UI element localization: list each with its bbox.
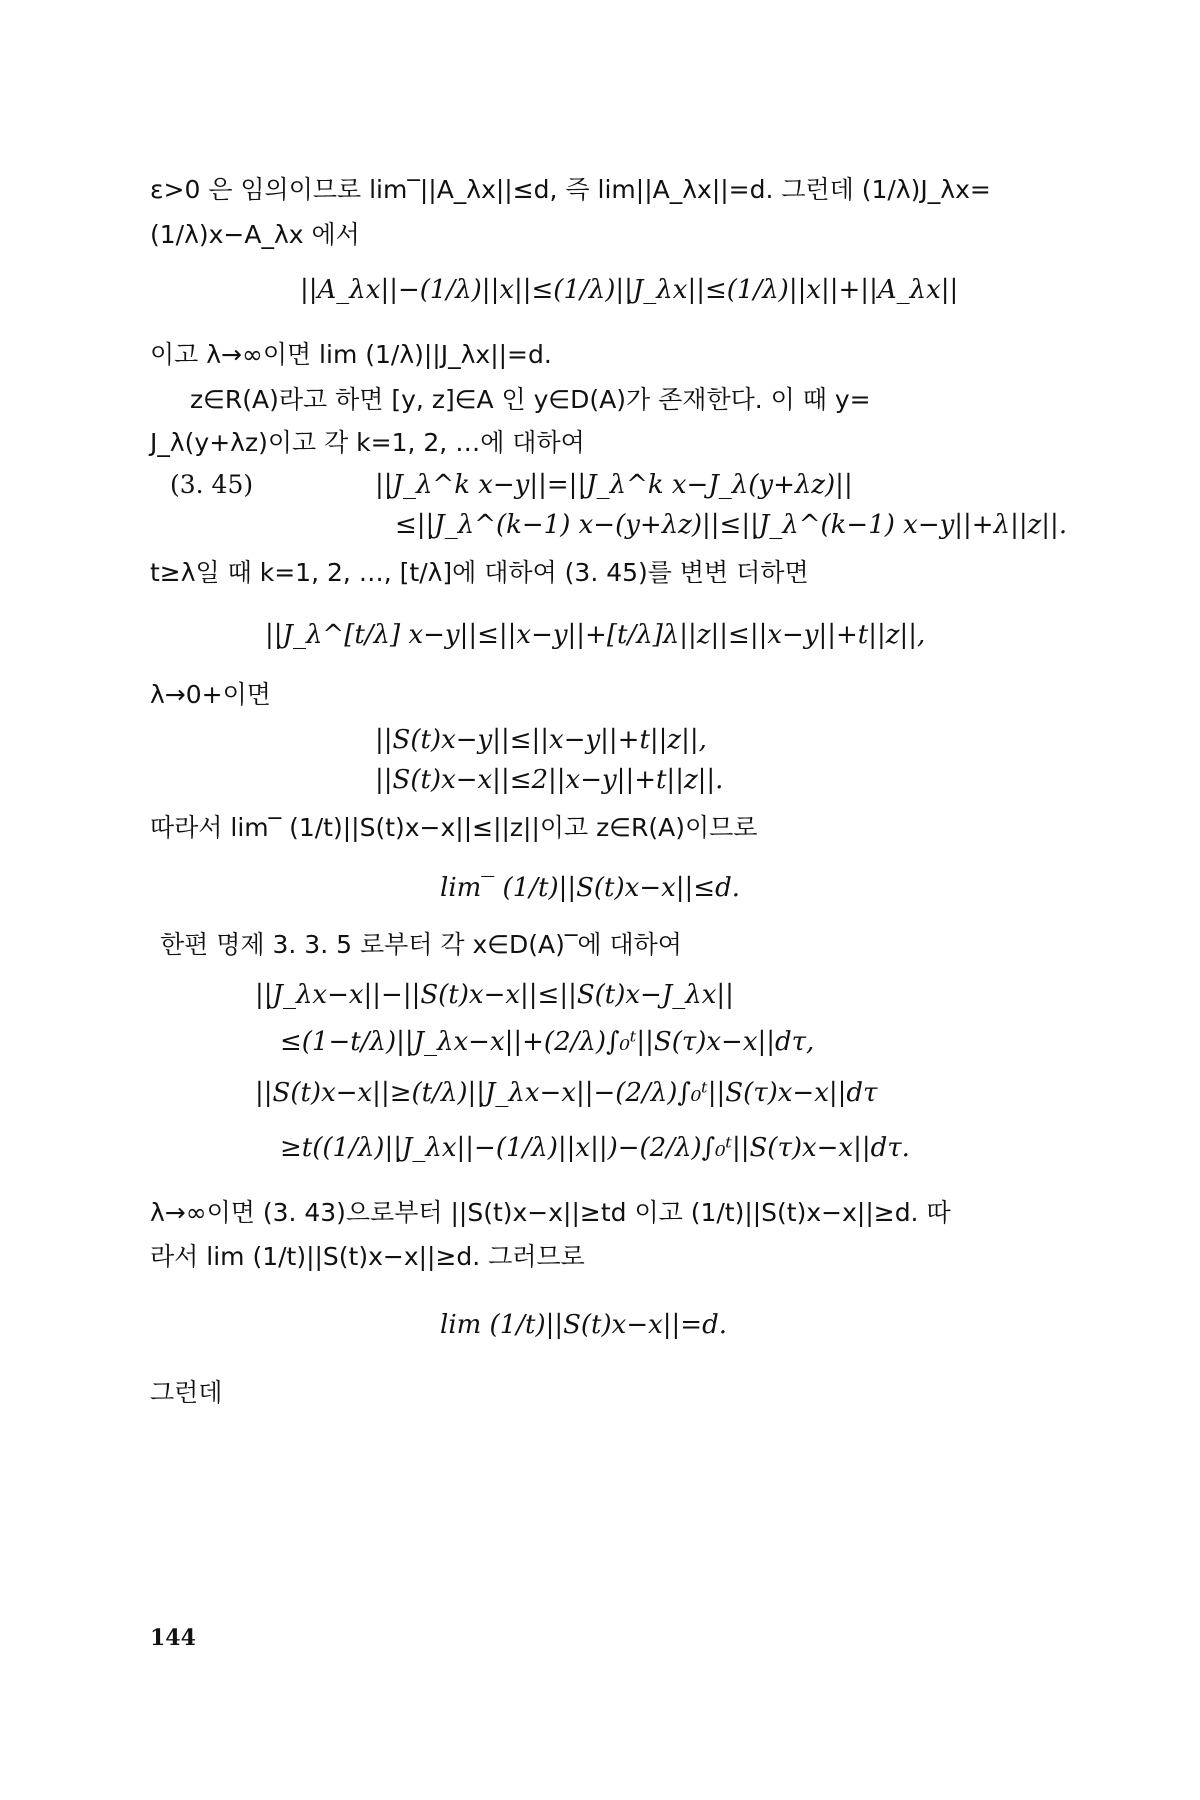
equation-3-45-line-1: ||J_λ^k x−y||=||J_λ^k x−J_λ(y+λz)||	[375, 470, 853, 500]
equation-4: ||S(t)x−x||≤2||x−y||+t||z||.	[375, 765, 724, 795]
equation-6-line-4: ≥t((1/λ)||J_λx||−(1/λ)||x||)−(2/λ)∫₀ᵗ||S(τ)x−x||dτ.	[280, 1133, 910, 1163]
equation-2: ||J_λ^[t/λ] x−y||≤||x−y||+[t/λ]λ||z||≤||x−y||+t||z||,	[265, 620, 926, 650]
equation-3: ||S(t)x−y||≤||x−y||+t||z||,	[375, 725, 707, 755]
equation-1: ||A_λx||−(1/λ)||x||≤(1/λ)||J_λx||≤(1/λ)||x||+||A_λx||	[300, 275, 959, 305]
equation-5: lim‾ (1/t)||S(t)x−x||≤d.	[440, 873, 740, 903]
text-line-9: 한편 명제 3. 3. 5 로부터 각 x∈D(A)‾에 대하여	[160, 930, 682, 959]
equation-6-line-1: ||J_λx−x||−||S(t)x−x||≤||S(t)x−J_λx||	[255, 980, 734, 1010]
equation-number-3-45: (3. 45)	[170, 470, 254, 499]
equation-6-line-3: ||S(t)x−x||≥(t/λ)||J_λx−x||−(2/λ)∫₀ᵗ||S(τ)x−x||dτ	[255, 1078, 878, 1108]
text-line-2: (1/λ)x−A_λx 에서	[150, 220, 360, 249]
text-line-5: J_λ(y+λz)이고 각 k=1, 2, …에 대하여	[150, 428, 585, 457]
text-line-12: 그런데	[150, 1378, 223, 1407]
text-line-4: z∈R(A)라고 하면 [y, z]∈A 인 y∈D(A)가 존재한다. 이 때 y=	[190, 385, 871, 414]
text-line-7: λ→0+이면	[150, 680, 271, 709]
equation-6-line-2: ≤(1−t/λ)||J_λx−x||+(2/λ)∫₀ᵗ||S(τ)x−x||dτ,	[280, 1027, 815, 1057]
text-line-10: λ→∞이면 (3. 43)으로부터 ||S(t)x−x||≥td 이고 (1/t)||S(t)x−x||≥d. 따	[150, 1198, 951, 1227]
text-line-11: 라서 lim (1/t)||S(t)x−x||≥d. 그러므로	[150, 1242, 585, 1271]
equation-7: lim (1/t)||S(t)x−x||=d.	[440, 1310, 727, 1340]
page-number: 144	[150, 1625, 196, 1651]
equation-3-45-line-2: ≤||J_λ^(k−1) x−(y+λz)||≤||J_λ^(k−1) x−y||+λ||z||.	[395, 510, 1068, 540]
text-line-8: 따라서 lim‾ (1/t)||S(t)x−x||≤||z||이고 z∈R(A)이므로	[150, 813, 758, 842]
text-line-6: t≥λ일 때 k=1, 2, …, [t/λ]에 대하여 (3. 45)를 변변 더하면	[150, 558, 809, 587]
text-line-1: ε>0 은 임의이므로 lim‾||A_λx||≤d, 즉 lim||A_λx||=d. 그런데 (1/λ)J_λx=	[150, 175, 991, 204]
text-line-3: 이고 λ→∞이면 lim (1/λ)||J_λx||=d.	[150, 340, 552, 369]
